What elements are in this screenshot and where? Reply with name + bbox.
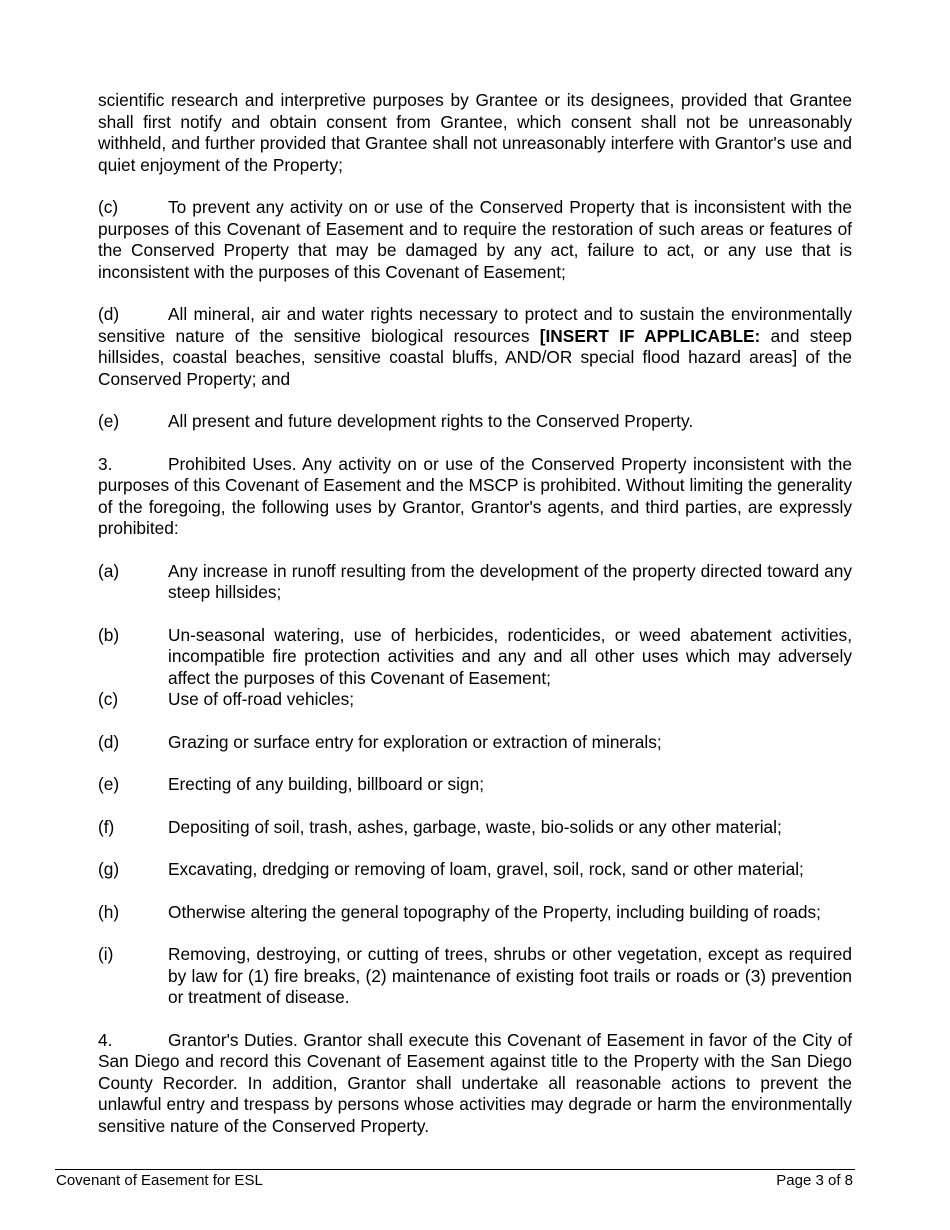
prohibited-label: (d) [98,731,120,752]
prohibited-item-g [98,859,852,881]
footer-document-title: Covenant of Easement for ESL [56,1172,263,1189]
prohibited-item-a [98,561,852,604]
prohibited-item-c [98,689,852,711]
prohibited-text: Depositing of soil, trash, ashes, garbage, waste, bio-solids or any other material; [168,816,782,837]
prohibited-text: Erecting of any building, billboard or sign; [168,774,485,794]
prohibited-text: Removing, destroying, or cutting of trees, shrubs or other vegetation, except as required by law for (1) fire breaks, (2) maintenance of existing foot trails or roads or (3) prevention or treatment of disease. [168,944,852,1007]
section-3-number: 3. [98,453,113,474]
prohibited-text: Un-seasonal watering, use of herbicides, rodenticides, or weed abatement activities, incompatible fire protection activities and any and all other uses which may adversely affect the purposes of this Covenant of Easement; [168,624,852,688]
section-4-number: 4. [98,1029,113,1050]
section-4 [98,1030,852,1138]
prohibited-item-b [98,625,852,690]
prohibited-label: (a) [98,560,120,581]
prohibited-label: (h) [98,901,120,922]
prohibited-label: (i) [98,944,114,964]
prohibited-text: Any increase in runoff resulting from the development of the property directed toward any steep hillsides; [168,560,852,602]
paragraph-d-text-after: and steep hillsides, coastal beaches, sensitive coastal bluffs, AND/OR special flood hazard areas] of the Conserved Property; and [98,325,852,389]
intro-paragraph: scientific research and interpretive purposes by Grantee or its designees, provided that Grantee shall first notify and obtain consent from Grantee, which consent shall not be unreasonably withheld, and further provided that Grantee shall not unreasonably interfere with Grantor's use and quiet enjoyment of the Property; [98,90,852,175]
prohibited-text: Grazing or surface entry for exploration or extraction of minerals; [168,731,662,752]
prohibited-item-h [98,902,852,924]
section-3-text: Prohibited Uses. Any activity on or use of the Conserved Property inconsistent with the purposes of this Covenant of Easement and the MSCP is prohibited. Without limiting the generality of the foregoing, the following uses by Grantor, Grantor's agents, and third parties, are expressly prohibited: [98,453,852,538]
prohibited-item-d [98,732,852,754]
paragraph-c [98,197,852,283]
prohibited-text: Otherwise altering the general topography of the Property, including building of roads; [168,901,821,922]
paragraph-e [98,411,852,433]
document-body [98,90,852,1158]
paragraph-e-text: All present and future development rights to the Conserved Property. [168,411,694,431]
paragraph-c-text: To prevent any activity on or use of the Conserved Property that is inconsistent with the purposes of this Covenant of Easement and to require the restoration of such areas or features of the Conserved Property that may be damaged by any act, failure to act, or any use that is inconsistent with the purposes of this Covenant of Easement; [98,197,852,282]
section-4-text: Grantor's Duties. Grantor shall execute this Covenant of Easement in favor of the City of San Diego and record this Covenant of Easement against title to the Property with the San Diego County Recorder. In addition, Grantor shall undertake all reasonable actions to prevent the unlawful entry and trespass by persons whose activities may degrade or harm the environmentally sensitive nature of the Conserved Property. [98,1029,852,1136]
prohibited-label: (b) [98,624,120,645]
footer-divider [55,1169,855,1170]
footer-page-number: Page 3 of 8 [776,1172,853,1189]
paragraph-e-label: (e) [98,411,120,431]
prohibited-item-i [98,944,852,1009]
prohibited-item-f [98,817,852,839]
prohibited-label: (g) [98,859,120,879]
paragraph-c-label: (c) [98,197,119,217]
prohibited-label: (e) [98,774,120,794]
paragraph-d-label: (d) [98,304,120,324]
prohibited-item-e [98,774,852,796]
insert-if-applicable: [INSERT IF APPLICABLE: [539,325,761,346]
section-3 [98,454,852,540]
prohibited-text: Excavating, dredging or removing of loam, gravel, soil, rock, sand or other material; [168,859,804,879]
paragraph-d-text: All mineral, air and water rights necessary to protect and to sustain the environmentally sensitive nature of the sensitive biological resources [98,304,852,346]
paragraph-d [98,304,852,390]
prohibited-label: (f) [98,816,115,837]
prohibited-label: (c) [98,689,119,709]
prohibited-text: Use of off-road vehicles; [168,689,355,709]
